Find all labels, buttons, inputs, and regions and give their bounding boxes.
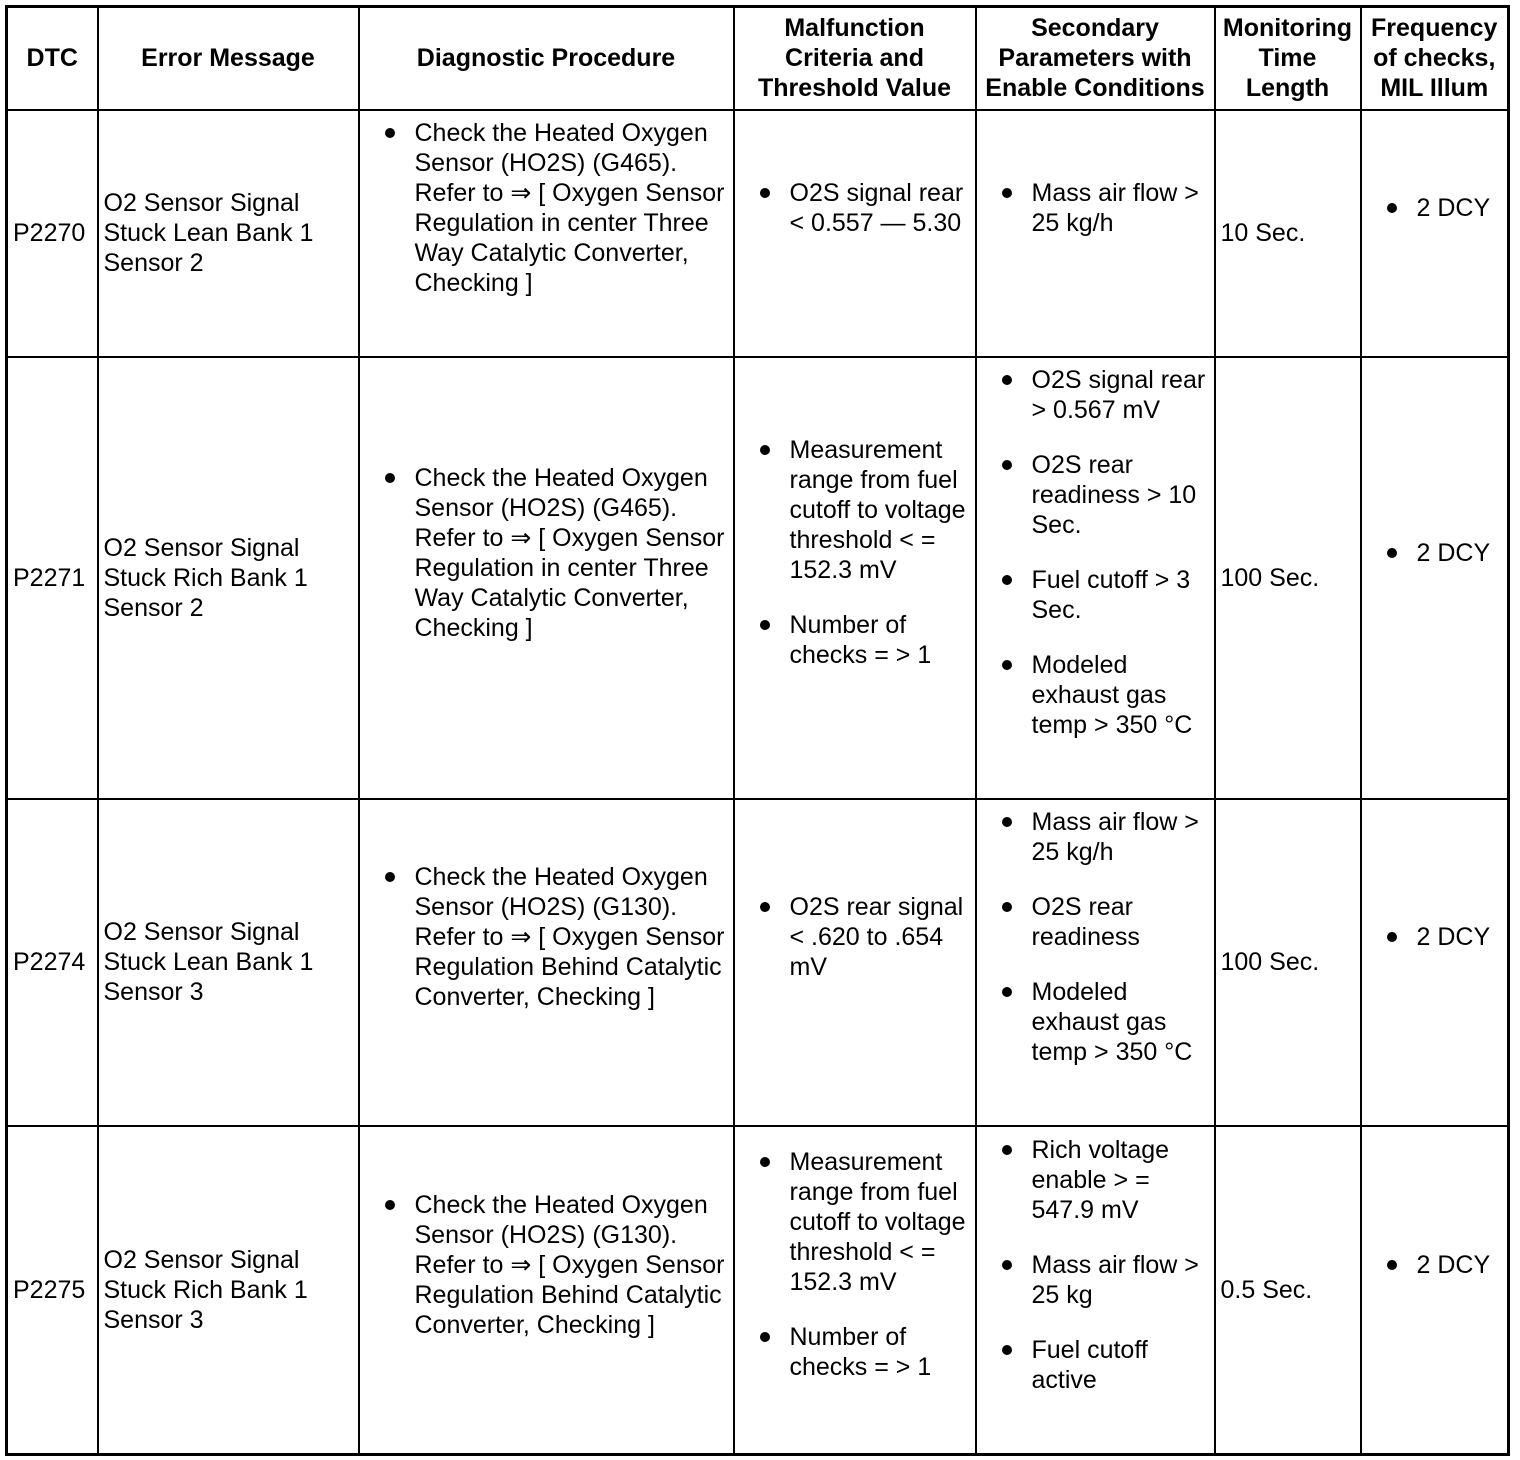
frequency-item (1417, 922, 1506, 952)
secondary-parameters-cell (976, 357, 1215, 799)
item-text: Mass air flow > 25 kg/h (1031, 808, 1199, 866)
bullet-icon (1002, 460, 1012, 470)
malfunction-criteria-cell (734, 110, 976, 357)
frequency-list (1362, 538, 1508, 618)
diagnostic-procedure-item (415, 1190, 731, 1340)
header-diagnostic-procedure: Diagnostic Procedure (359, 7, 734, 110)
diagnostic-procedure-cell (359, 357, 734, 799)
header-malfunction-criteria: Malfunction Criteria and Threshold Value (734, 7, 976, 110)
bullet-icon (1002, 1260, 1012, 1270)
malfunction-criteria-item (790, 1322, 973, 1382)
bullet-icon (1387, 548, 1397, 558)
frequency-cell (1361, 357, 1509, 799)
header-monitoring-time: Monitoring Time Length (1215, 7, 1361, 110)
secondary-parameter-item (1032, 807, 1212, 867)
secondary-parameter-item (1032, 892, 1212, 952)
item-text: Check the Heated Oxygen Sensor (HO2S) (G465). Refer to ⇒ [ Oxygen Sensor Regulation in center Three Way Catalytic Converter, Checking ] (414, 119, 725, 297)
error-message-cell: O2 Sensor Signal Stuck Lean Bank 1 Sensor 3 (98, 799, 359, 1126)
item-text: Number of checks = > 1 (789, 1323, 932, 1382)
item-text: 2 DCY (1416, 194, 1491, 222)
dtc-table (5, 5, 1510, 1456)
malfunction-criteria-item (790, 892, 973, 982)
item-text: O2S signal rear < 0.557 — 5.30 (789, 179, 964, 237)
malfunction-criteria-cell (734, 357, 976, 799)
error-message-cell: O2 Sensor Signal Stuck Rich Bank 1 Sensor 3 (98, 1126, 359, 1455)
secondary-parameter-item (1032, 1250, 1212, 1310)
diagnostic-procedure-cell (359, 799, 734, 1126)
header-frequency: Frequency of checks, MIL Illum (1361, 7, 1509, 110)
malfunction-criteria-list (735, 892, 975, 1032)
bullet-icon (1002, 575, 1012, 585)
bullet-icon (1002, 1145, 1012, 1155)
monitoring-time-cell: 10 Sec. (1215, 110, 1361, 357)
item-text: 2 DCY (1416, 923, 1491, 951)
bullet-icon (1002, 1345, 1012, 1355)
header-secondary-parameters: Secondary Parameters with Enable Conditions (976, 7, 1215, 110)
item-text: O2S rear readiness > 10 Sec. (1031, 451, 1197, 539)
bullet-icon (1002, 817, 1012, 827)
table-row (7, 110, 1509, 357)
frequency-item (1417, 538, 1506, 568)
diagnostic-procedure-cell (359, 1126, 734, 1455)
item-text: Measurement range from fuel cutoff to voltage threshold < = 152.3 mV (789, 436, 966, 584)
secondary-parameters-cell (976, 799, 1215, 1126)
secondary-parameter-item (1032, 1135, 1212, 1225)
item-text: O2S rear signal < .620 to .654 mV (789, 893, 964, 981)
frequency-cell (1361, 110, 1509, 357)
frequency-cell (1361, 799, 1509, 1126)
bullet-icon (1002, 902, 1012, 912)
header-row (7, 7, 1509, 110)
malfunction-criteria-item (790, 1147, 973, 1297)
header-error-message: Error Message (98, 7, 359, 110)
document-page (5, 5, 1510, 1456)
secondary-parameters-cell (976, 1126, 1215, 1455)
item-text: Check the Heated Oxygen Sensor (HO2S) (G130). Refer to ⇒ [ Oxygen Sensor Regulation Behind Catalytic Converter, Checking ] (414, 863, 725, 1011)
item-text: Mass air flow > 25 kg/h (1031, 179, 1199, 237)
item-text: O2S rear readiness (1031, 893, 1140, 951)
bullet-icon (760, 188, 770, 198)
secondary-parameter-item (1032, 1335, 1212, 1395)
item-text: Check the Heated Oxygen Sensor (HO2S) (G465). Refer to ⇒ [ Oxygen Sensor Regulation in center Three Way Catalytic Converter, Checking ] (414, 463, 725, 642)
bullet-icon (1002, 987, 1012, 997)
bullet-icon (1387, 1260, 1397, 1270)
diagnostic-procedure-item (415, 118, 731, 298)
secondary-parameter-item (1032, 650, 1212, 740)
malfunction-criteria-list (735, 435, 975, 720)
frequency-item (1417, 193, 1506, 223)
diagnostic-procedure-item (415, 463, 731, 643)
item-text: 2 DCY (1416, 538, 1491, 567)
item-text: 2 DCY (1416, 1250, 1491, 1279)
bullet-icon (1387, 203, 1397, 213)
malfunction-criteria-list (735, 1147, 975, 1432)
secondary-parameter-item (1032, 565, 1212, 625)
secondary-parameter-item (1032, 178, 1212, 238)
frequency-list (1362, 1250, 1508, 1330)
secondary-parameters-list (977, 807, 1214, 1117)
bullet-icon (760, 620, 770, 630)
dtc-cell: P2275 (7, 1126, 98, 1455)
malfunction-criteria-cell (734, 799, 976, 1126)
bullet-icon (760, 902, 770, 912)
bullet-icon (385, 872, 395, 882)
diagnostic-procedure-cell (359, 110, 734, 357)
item-text: O2S signal rear > 0.567 mV (1031, 366, 1206, 424)
diagnostic-procedure-list (360, 1190, 733, 1390)
malfunction-criteria-item (790, 435, 973, 585)
error-message-cell: O2 Sensor Signal Stuck Rich Bank 1 Sensor 2 (98, 357, 359, 799)
item-text: Modeled exhaust gas temp > 350 °C (1031, 978, 1193, 1066)
item-text: Check the Heated Oxygen Sensor (HO2S) (G130). Refer to ⇒ [ Oxygen Sensor Regulation Behind Catalytic Converter, Checking ] (414, 1190, 725, 1339)
malfunction-criteria-cell (734, 1126, 976, 1455)
table-row (7, 1126, 1509, 1455)
dtc-cell: P2274 (7, 799, 98, 1126)
bullet-icon (385, 1200, 395, 1210)
bullet-icon (1002, 660, 1012, 670)
bullet-icon (1002, 375, 1012, 385)
table-row (7, 357, 1509, 799)
diagnostic-procedure-item (415, 862, 731, 1012)
frequency-item (1417, 1250, 1506, 1280)
secondary-parameters-cell (976, 110, 1215, 357)
diagnostic-procedure-list (360, 862, 733, 1062)
item-text: Modeled exhaust gas temp > 350 °C (1031, 651, 1193, 739)
secondary-parameters-list (977, 1135, 1214, 1445)
diagnostic-procedure-list (360, 463, 733, 693)
diagnostic-procedure-list (360, 118, 733, 348)
header-dtc: DTC (7, 7, 98, 110)
bullet-icon (385, 128, 395, 138)
frequency-cell (1361, 1126, 1509, 1455)
secondary-parameter-item (1032, 365, 1212, 425)
frequency-list (1362, 922, 1508, 1002)
malfunction-criteria-list (735, 178, 975, 288)
frequency-list (1362, 193, 1508, 273)
monitoring-time-cell: 100 Sec. (1215, 799, 1361, 1126)
bullet-icon (385, 473, 395, 483)
monitoring-time-cell: 0.5 Sec. (1215, 1126, 1361, 1455)
item-text: Mass air flow > 25 kg (1031, 1250, 1199, 1309)
bullet-icon (1002, 188, 1012, 198)
secondary-parameter-item (1032, 450, 1212, 540)
item-text: Measurement range from fuel cutoff to voltage threshold < = 152.3 mV (789, 1148, 966, 1297)
bullet-icon (760, 1332, 770, 1342)
item-text: Fuel cutoff > 3 Sec. (1031, 566, 1191, 624)
malfunction-criteria-item (790, 610, 973, 670)
monitoring-time-cell: 100 Sec. (1215, 357, 1361, 799)
dtc-cell: P2270 (7, 110, 98, 357)
error-message-cell: O2 Sensor Signal Stuck Lean Bank 1 Sensor 2 (98, 110, 359, 357)
table-row (7, 799, 1509, 1126)
bullet-icon (760, 445, 770, 455)
item-text: Number of checks = > 1 (789, 611, 932, 669)
bullet-icon (1387, 932, 1397, 942)
secondary-parameter-item (1032, 977, 1212, 1067)
malfunction-criteria-item (790, 178, 973, 238)
item-text: Rich voltage enable > = 547.9 mV (1031, 1135, 1170, 1224)
item-text: Fuel cutoff active (1031, 1335, 1148, 1394)
dtc-cell: P2271 (7, 357, 98, 799)
secondary-parameters-list (977, 178, 1214, 288)
bullet-icon (760, 1157, 770, 1167)
secondary-parameters-list (977, 365, 1214, 790)
